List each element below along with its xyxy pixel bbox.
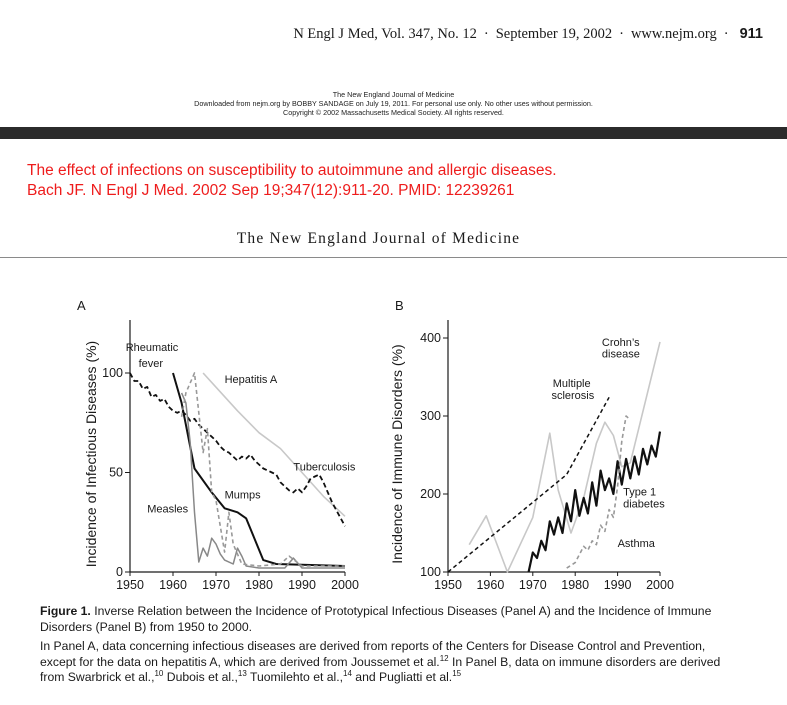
caption-reference: 12 — [439, 653, 449, 663]
panel-b-letter: B — [395, 298, 404, 313]
caption-text: In Panel B, data on immune disorders are derived from Swarbrick et al., — [40, 654, 721, 684]
caption-reference: 13 — [237, 668, 247, 678]
panel-b-series-label: diabetes — [623, 498, 665, 511]
panel-b-series-label: Asthma — [617, 538, 655, 551]
panel-a-series-label: Measles — [147, 503, 189, 516]
citation-reference: Bach JF. N Engl J Med. 2002 Sep 19;347(12):911-20. PMID: 12239261 — [27, 182, 515, 199]
caption-title: Inverse Relation between the Incidence of Prototypical Infectious Diseases (Panel A) and the Incidence of Immune Disorders (Panel B) from 1950 to 2000. — [40, 604, 712, 634]
panel-a-x-tick-label: 1960 — [159, 578, 187, 592]
panel-b-y-tick-label: 200 — [420, 487, 441, 501]
caption-text: In Panel A, data concerning infectious diseases are derived from reports of the Centers for Disease Control and Prevention, except for the data on hepatitis A, which are derived from Joussemet et al. — [40, 639, 706, 669]
panel-a-series-label: Hepatitis A — [224, 373, 278, 386]
panel-a-series-measles-line — [182, 393, 345, 568]
running-head-date: September 19, 2002 — [495, 26, 613, 42]
citation-title: The effect of infections on susceptibility to autoimmune and allergic diseases. — [27, 162, 557, 179]
panel-a-x-tick-label: 1970 — [202, 578, 230, 592]
journal-title: The New England Journal of Medicine — [236, 230, 521, 247]
panel-a-y-tick-label: 100 — [102, 366, 123, 380]
panel-b-y-tick-label: 400 — [420, 331, 441, 345]
caption-reference: 14 — [343, 668, 352, 678]
panel-a-series-label: Mumps — [224, 489, 261, 502]
panel-b-y-tick-label: 300 — [420, 409, 441, 423]
panel-a-series-label: Rheumatic — [125, 342, 179, 355]
download-notice-line: Downloaded from nejm.org by BOBBY SANDAGE on July 19, 2011. For personal use only. No other uses without permission. — [194, 99, 593, 108]
figure-caption — [40, 604, 730, 686]
panel-a-x-tick-label: 2000 — [331, 578, 359, 592]
panel-b-x-tick-label: 1990 — [603, 578, 632, 592]
panel-a-y-tick-label: 0 — [116, 565, 123, 579]
download-notice-line: The New England Journal of Medicine — [332, 90, 455, 99]
panel-b-x-tick-label: 1970 — [518, 578, 547, 592]
panel-b-x-tick-label: 2000 — [646, 578, 674, 592]
panel-b-x-tick-label: 1980 — [561, 578, 590, 592]
panel-a-y-axis-label: Incidence of Infectious Diseases (%) — [83, 340, 99, 568]
panel-a-series-label: fever — [138, 358, 164, 371]
panel-a-x-tick-label: 1990 — [288, 578, 316, 592]
page-number: 911 — [739, 26, 763, 42]
caption-text: and Pugliatti et al. — [351, 670, 453, 684]
panel-b-series-label: Multiple — [552, 378, 591, 391]
panel-a-letter: A — [77, 298, 86, 313]
running-head-separator: · — [723, 26, 729, 42]
panel-b-x-tick-label: 1950 — [434, 578, 462, 592]
panel-b-series-label: Crohn’s — [601, 336, 640, 349]
caption-label: Figure 1. — [40, 604, 91, 618]
panel-b-series-label: sclerosis — [551, 389, 595, 402]
panel-b-y-tick-label: 100 — [420, 565, 441, 579]
caption-body — [40, 639, 730, 686]
caption-reference: 15 — [452, 668, 462, 678]
panel-b-x-tick-label: 1960 — [476, 578, 505, 592]
panel-b-y-axis-label: Incidence of Immune Disorders (%) — [389, 344, 405, 564]
running-head-separator: · — [619, 26, 624, 42]
download-notice-line: Copyright © 2002 Massachusetts Medical Society. All rights reserved. — [283, 108, 504, 117]
running-head-separator: · — [483, 26, 489, 42]
panel-a-x-tick-label: 1950 — [116, 578, 144, 592]
running-head-journal: N Engl J Med, Vol. 347, No. 12 — [293, 26, 477, 42]
panel-b-series-label: Type 1 — [623, 486, 657, 499]
caption-reference: 10 — [154, 668, 164, 678]
caption-text: Dubois et al., — [163, 670, 238, 684]
panel-a-x-tick-label: 1980 — [245, 578, 273, 592]
running-head-url[interactable]: www.nejm.org — [630, 26, 717, 42]
panel-a-series-label: Tuberculosis — [293, 461, 356, 474]
panel-b-series-multiple-sclerosis-line — [448, 397, 609, 572]
caption-heading — [40, 604, 730, 635]
caption-text: Tuomilehto et al., — [246, 670, 344, 684]
panel-b-series-label: disease — [601, 348, 640, 361]
panel-a-y-tick-label: 50 — [109, 465, 123, 480]
